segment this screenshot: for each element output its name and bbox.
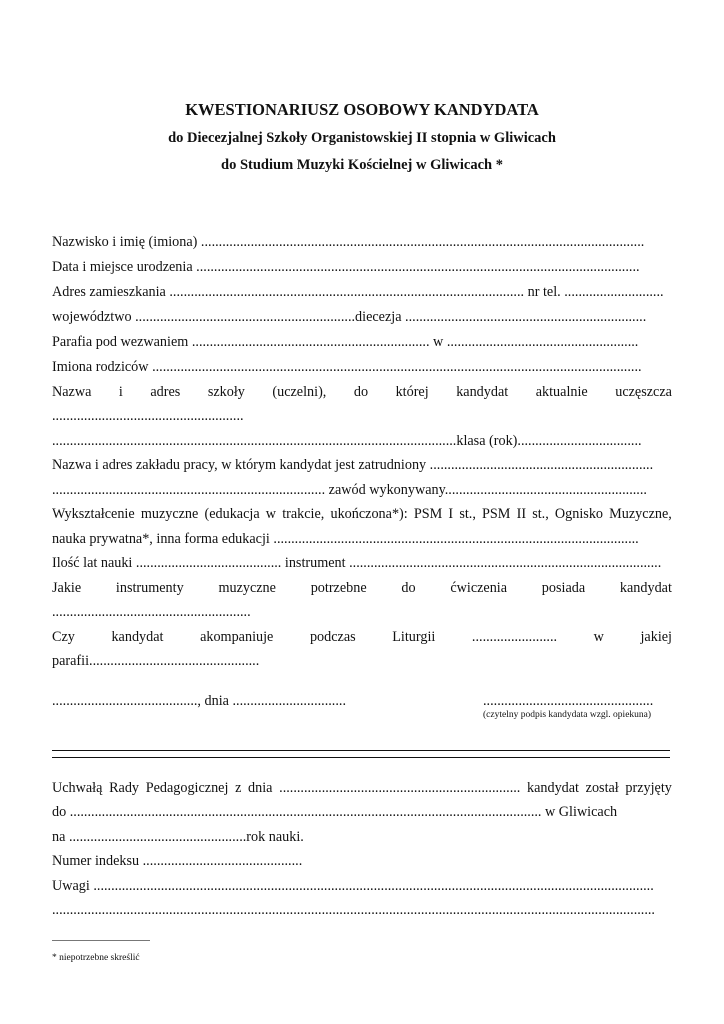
field-birth: Data i miejsce urodzenia ............................................................................................................................. [52,259,640,275]
field-school-cont: ...................................................... [52,408,244,424]
field-province: województwo ..............................................................diecezja .................................................................... [52,309,647,325]
field-address: Adres zamieszkania .................................................................................................... nr tel. ............................ [52,284,664,300]
field-resolution: Uchwałą Rady Pedagogicznej z dnia .................................................................... kandydat został przyjęty [52,780,672,796]
field-accepted-to: do ..................................................................................................................................... w Gliwicach [52,804,618,820]
signature-line: ................................................ [483,693,654,709]
footnote: * niepotrzebne skreślić [52,953,140,963]
field-occupation: ............................................................................. zawód wykonywany......................................................... [52,482,647,498]
field-music-education: Wykształcenie muzyczne (edukacja w trakcie, ukończona*): PSM I st., PSM II st., Ognisko Muzyczne, [52,506,672,522]
double-rule-top [52,750,670,751]
field-accompany: Czy kandydat akompaniuje podczas Liturgii ........................ w jakiej [52,629,672,645]
field-work: Nazwa i adres zakładu pracy, w którym kandydat jest zatrudniony ............................................................... [52,457,654,473]
form-subtitle-studium: do Studium Muzyki Kościelnej w Gliwicach * [221,157,503,173]
field-notes-cont: .......................................................................................................................................................................... [52,902,655,918]
form-subtitle-school: do Diecezjalnej Szkoły Organistowskiej II stopnia w Gliwicach [168,130,556,146]
field-study-year: na ..................................................rok nauki. [52,829,304,845]
field-instruments: Jakie instrumenty muzyczne potrzebne do ćwiczenia posiada kandydat [52,580,672,596]
field-name: Nazwisko i imię (imiona) ............................................................................................................................. [52,234,645,250]
field-place-date: ........................................., dnia ................................ [52,693,346,709]
field-school: Nazwa i adres szkoły (uczelni), do której kandydat aktualnie uczęszcza [52,384,672,400]
field-parish: Parafia pod wezwaniem ................................................................... w ...................................................... [52,334,639,350]
field-music-cont: nauka prywatna*, inna forma edukacji ....................................................................................................... [52,531,639,547]
field-instruments-cont: ........................................................ [52,604,251,620]
field-notes: Uwagi .............................................................................................................................................................. [52,878,654,894]
double-rule-bottom [52,757,670,758]
header [0,100,724,183]
field-school-class: ..................................................................................................................klasa (rok)................................... [52,433,642,449]
field-accompany-cont: parafii................................................ [52,653,260,669]
form-title: KWESTIONARIUSZ OSOBOWY KANDYDATA [185,100,539,119]
field-index-number: Numer indeksu ............................................. [52,853,303,869]
footnote-rule [52,940,150,941]
field-parents: Imiona rodziców .......................................................................................................................................... [52,359,642,375]
field-years-instrument: Ilość lat nauki ......................................... instrument ........................................................................................ [52,555,662,571]
signature-label: (czytelny podpis kandydata wzgl. opiekuna) [483,710,652,720]
